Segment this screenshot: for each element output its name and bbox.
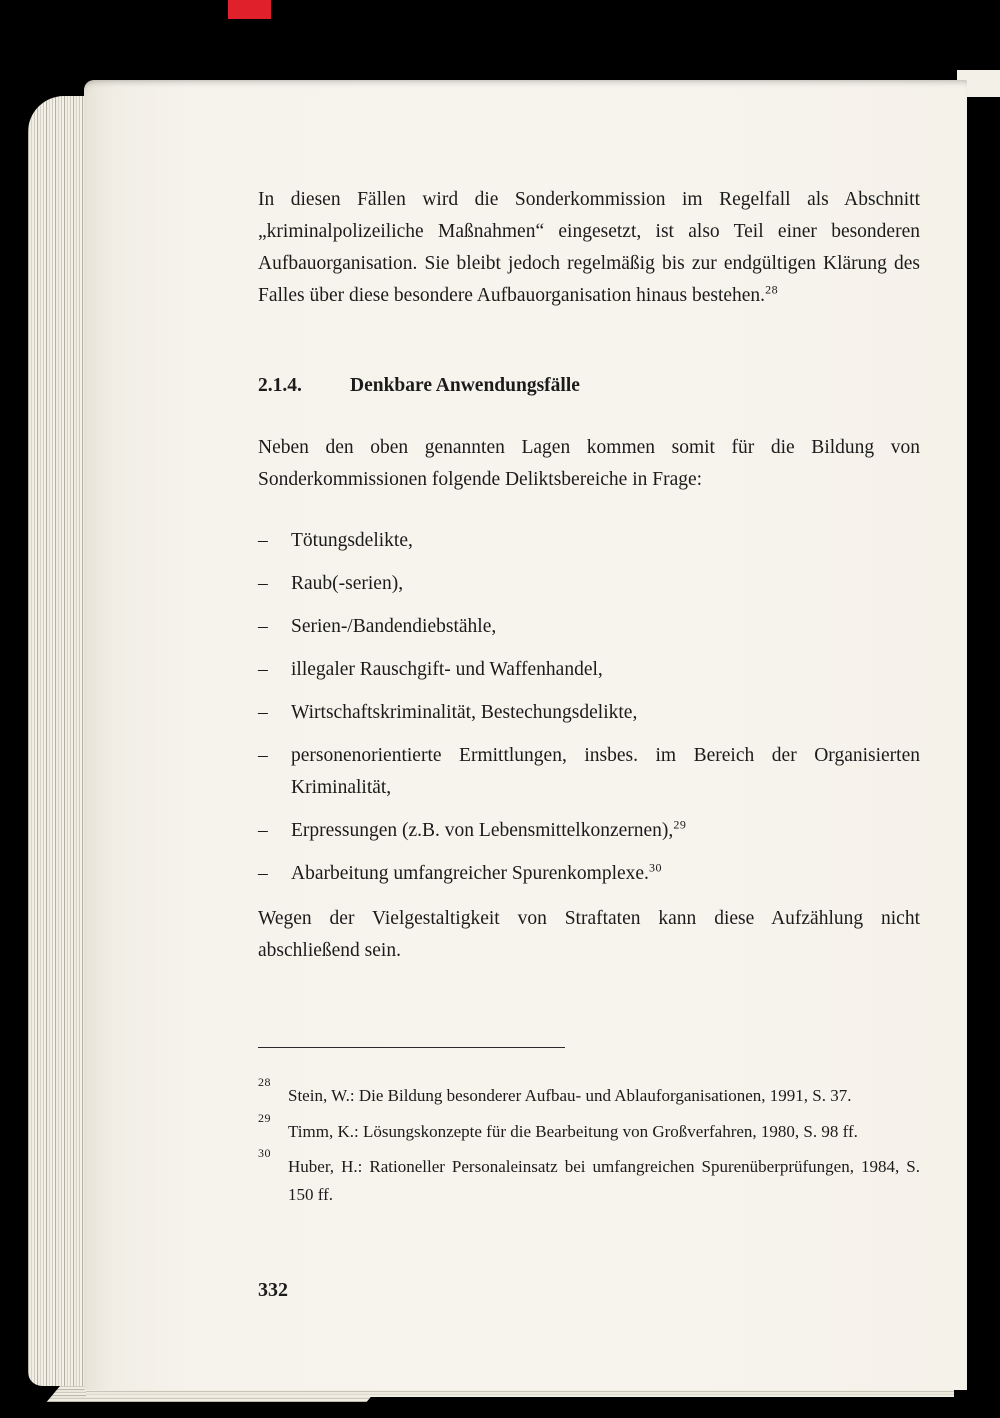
dash-marker: –	[258, 863, 268, 884]
footnote-text: Timm, K.: Lösungskonzepte für die Bearbeitung von Großverfahren, 1980, S. 98 ff.	[288, 1121, 858, 1141]
list-item-text: personenorientierte Ermittlungen, insbes. im Bereich der Organisierten Kriminalität,	[291, 745, 920, 798]
footnote-text: Stein, W.: Die Bildung besonderer Aufbau- und Ablauforganisationen, 1991, S. 37.	[288, 1086, 852, 1105]
dash-marker: –	[258, 573, 268, 594]
section-title: Denkbare Anwendungsfälle	[350, 375, 580, 396]
footnote-reference-29: 29	[673, 817, 687, 832]
list-item	[258, 568, 920, 600]
paragraph-text: In diesen Fällen wird die Sonderkommission im Regelfall als Abschnitt „kriminalpolizeiliche Maßnahmen“ eingesetzt, ist also Teil einer besonderen Aufbauorganisation. Sie bleibt jedoch regelmäßig bis zur endgültigen Klärung des Falles über diese besondere Aufbauorganisation hinaus bestehen.	[258, 189, 920, 306]
footnote-29: 29 Timm, K.: Lösungskonzepte für die Bearbeitung von Großverfahren, 1980, S. 98 ff.	[258, 1110, 858, 1141]
list-item	[258, 525, 920, 557]
dash-marker: –	[258, 702, 268, 723]
body-paragraph-3: Wegen der Vielgestaltigkeit von Straftaten kann diese Aufzählung nicht abschließend sein.	[258, 908, 920, 961]
dash-marker: –	[258, 659, 268, 680]
list-item-text: Raub(-serien),	[291, 573, 404, 594]
red-bookmark-ribbon	[228, 0, 271, 19]
dash-marker: –	[258, 745, 268, 766]
page-number: 332	[258, 1279, 288, 1301]
page-content	[258, 184, 920, 1390]
footnote-28: 28 Stein, W.: Die Bildung besonderer Aufbau- und Ablauforganisationen, 1991, S. 37.	[258, 1075, 852, 1105]
list-item-text: Abarbeitung umfangreicher Spurenkomplexe.$^{30}$	[291, 860, 662, 884]
dash-marker: –	[258, 530, 268, 551]
list-item	[258, 654, 920, 686]
list-item-text: Erpressungen (z.B. von Lebensmittelkonzernen),$^{29}$	[291, 817, 687, 841]
list-item	[258, 815, 920, 847]
book-page	[84, 80, 967, 1390]
body-paragraph-1	[258, 184, 920, 312]
list-item-text: Tötungsdelikte,	[291, 530, 413, 551]
list-item	[258, 740, 920, 804]
footnote-reference-28: 28	[765, 282, 779, 297]
section-number: 2.1.4.	[258, 375, 302, 396]
list-item	[258, 611, 920, 643]
footnote-text: Huber, H.: Rationeller Personaleinsatz bei umfangreichen Spurenüberprüfungen, 1984, S. 150 ff.	[288, 1157, 920, 1204]
footnotes-block	[258, 1075, 920, 1208]
dash-marker: –	[258, 616, 268, 637]
dash-marker: –	[258, 820, 268, 841]
list-item	[258, 858, 920, 890]
footnote-rule	[258, 1047, 565, 1048]
section-heading	[258, 370, 920, 402]
list-item	[258, 697, 920, 729]
list-item-text: illegaler Rauschgift- und Waffenhandel,	[291, 659, 603, 680]
footnote-reference-30: 30	[648, 860, 662, 875]
body-paragraph-2: Neben den oben genannten Lagen kommen somit für die Bildung von Sonderkommissionen folgende Deliktsbereiche in Frage:	[258, 437, 920, 490]
delikts-list	[258, 525, 920, 890]
list-item-text: Serien-/Bandendiebstähle,	[291, 616, 497, 637]
list-item-text: Wirtschaftskriminalität, Bestechungsdelikte,	[291, 702, 638, 723]
footnote-30: 30 Huber, H.: Rationeller Personaleinsatz bei umfangreichen Spurenüberprüfungen, 1984, S. 150 ff.	[258, 1146, 920, 1204]
